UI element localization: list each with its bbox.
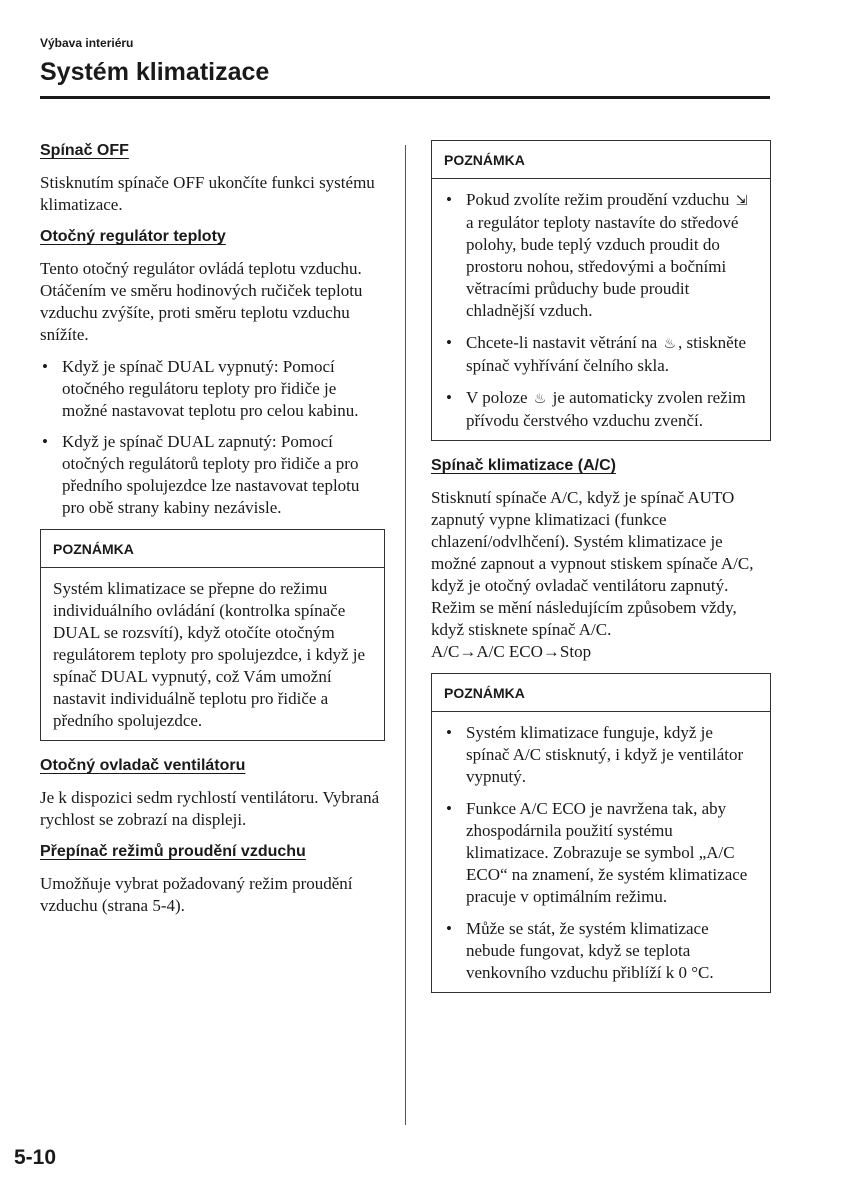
temp-dial-list [40,356,385,519]
mode-selector-text: Umožňuje vybrat požadovaný režim proudění vzduchu (strana 5-4). [40,874,353,915]
note-body [41,568,384,740]
mode-selector-heading: Přepínač režimů proudění vzduchu [40,843,306,860]
section-label: Výbava interiéru [40,36,134,50]
ac-switch-text: Stisknutí spínače A/C, když je spínač AUTO zapnutý vypne klimatizaci (funkce chlazení/odvlhčení). Systém klimatizace je možné zapnout a vypnout stiskem spínače A/C, když je otočný ovladač ventilátoru zapnutý. Režim se mění následujícím způsobem vždy, když stisknete spínač A/C. [431,488,754,639]
fan-dial-heading: Otočný ovladač ventilátoru [40,757,246,774]
note-body [432,712,770,992]
list-item-text: je automaticky zvolen režim přívodu čerstvého vzduchu zvenčí. [466,388,746,430]
note-list [444,189,758,432]
ac-mode-sequence: A/C→A/C ECO→Stop [431,642,592,661]
note-text: Systém klimatizace se přepne do režimu individuálního ovládání (kontrolka spínače DUAL se rozsvítí), když otočíte otočným regulátorem teploty pro spolujezdce, i když je spínač DUAL vypnutý, což Vám umožní nastavit individuálně teplotu pro řidiče a předního spolujezdce. [53,579,366,730]
note-box [431,140,771,441]
note-box [40,529,385,741]
fan-dial-text: Je k dispozici sedm rychlostí ventilátoru. Vybraná rychlost se zobrazí na displeji. [40,788,380,829]
right-column [431,140,771,1007]
note-heading: POZNÁMKA [432,674,770,712]
note-body [432,179,770,440]
airflow-floor-icon: ⇲ [735,193,748,209]
list-item-text: a regulátor teploty nastavíte do středové polohy, bude teplý vzduch proudit do prostoru nohou, středovými a bočními větracími průduchy bude proudit chladnější vzduch. [466,213,739,320]
off-switch-text: Stisknutím spínače OFF ukončíte funkci systému klimatizace. [40,173,375,214]
list-item-text: , stiskněte spínač vyhřívání čelního skla. [466,333,746,375]
title-rule [40,96,770,99]
note-heading: POZNÁMKA [41,530,384,568]
list-item: • Může se stát, že systém klimatizace nebude fungovat, když se teplota venkovního vzduchu přiblíží k 0 °C. [444,918,758,984]
list-item [444,387,758,432]
temp-dial-text: Tento otočný regulátor ovládá teplotu vzduchu. Otáčením ve směru hodinových ručiček teplotu vzduchu zvýšíte, proti směru teplotu vzduchu snížíte. [40,259,363,344]
page-title: Systém klimatizace [40,58,270,86]
list-item: • Když je spínač DUAL vypnutý: Pomocí otočného regulátoru teploty pro řidiče je možné nastavovat teplotu pro celou kabinu. [40,356,385,422]
windshield-defrost-icon: ♨ [533,391,547,407]
temp-dial-heading: Otočný regulátor teploty [40,228,226,245]
list-item-text: V poloze [466,388,528,407]
list-item-text: Pokud zvolíte režim proudění vzduchu [466,190,730,209]
list-item [444,332,758,377]
column-divider [405,145,406,1125]
list-item: • Funkce A/C ECO je navržena tak, aby zhospodárnila použití systému klimatizace. Zobrazuje se symbol „A/C ECO“ na znamení, že systém klimatizace pracuje v optimálním režimu. [444,798,758,908]
list-item-text: Chcete-li nastavit větrání na [466,333,658,352]
left-column [40,140,385,927]
off-switch-heading: Spínač OFF [40,142,129,159]
note-box [431,673,771,993]
page-number: 5-10 [14,1146,57,1169]
windshield-defrost-icon: ♨ [663,336,676,352]
ac-switch-heading: Spínač klimatizace (A/C) [431,457,616,474]
note-list [444,722,758,984]
note-heading: POZNÁMKA [432,141,770,179]
list-item: • Systém klimatizace funguje, když je spínač A/C stisknutý, i když je ventilátor vypnutý. [444,722,758,788]
list-item: • Když je spínač DUAL zapnutý: Pomocí otočných regulátorů teploty pro řidiče a pro předního spolujezdce lze nastavovat teplotu pro obě strany kabiny nezávisle. [40,431,385,519]
list-item [444,189,758,322]
